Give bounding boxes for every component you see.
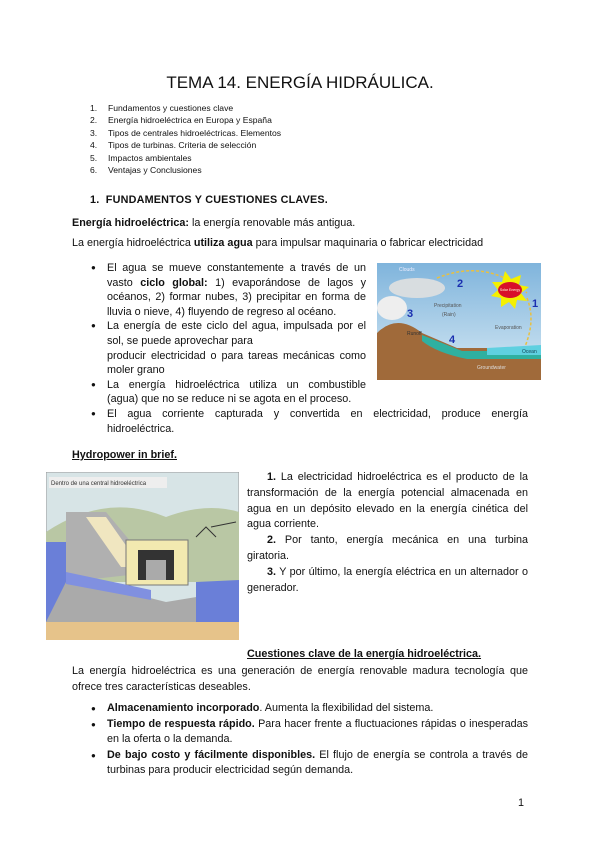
toc-item: 1. Fundamentos y cuestiones clave xyxy=(90,103,234,113)
number-label: 4 xyxy=(449,334,456,346)
evaporation-label: Evaporation xyxy=(495,325,522,331)
definition: Energía hidroeléctrica: la energía renovable más antigua. xyxy=(72,217,356,229)
water-cycle-image xyxy=(377,263,541,380)
point-item: 3. Y por último, la energía eléctrica en un alternador o generador. xyxy=(247,565,528,594)
point-item: 1. La electricidad hidroeléctrica es el producto de la transformación de la energía potencial almacenada en agua en un depósito elevado en la energía cinética del agua corriente. xyxy=(247,471,528,531)
rain-label: (Rain) xyxy=(442,312,456,318)
groundwater-label: Groundwater xyxy=(477,365,506,371)
subheading-hydropower: Hydropower in brief. xyxy=(72,449,177,461)
hydro-plant-diagram xyxy=(46,472,239,640)
list-item: ● La energía hidroeléctrica utiliza un combustible (agua) que no se reduce ni se agota en el proceso. xyxy=(91,378,366,407)
list-item: ● La energía de este ciclo del agua, impulsada por el sol, se puede aprovechar para producir electricidad o para tareas mecánicas como moler grano xyxy=(91,319,366,377)
toc-item: 3. Tipos de centrales hidroeléctricas. Elementos xyxy=(90,127,282,138)
clouds-label: Clouds xyxy=(399,267,415,273)
precip-label: Precipitation xyxy=(434,303,462,309)
runoff-label: Runoff xyxy=(407,331,422,337)
key-bullets xyxy=(91,701,528,779)
number-label: 1 xyxy=(532,298,539,310)
toc-item: 5. Impactos ambientales xyxy=(90,152,192,163)
toc-item: 6. Ventajas y Conclusiones xyxy=(90,165,202,176)
intro-line: La energía hidroeléctrica utiliza agua para impulsar maquinaria o fabricar electricidad xyxy=(72,237,484,249)
ocean-label: Ocean xyxy=(522,349,537,355)
key-intro: La energía hidroeléctrica es una generación de energía renovable madura tecnología que ofrece tres características deseables. xyxy=(72,665,528,693)
diagram-title: Dentro de una central hidroeléctrica xyxy=(51,481,147,487)
toc-item: 4. Tipos de turbinas. Criteria de selección xyxy=(90,140,257,151)
toc-item: 2. Energía hidroeléctrica en Europa y España xyxy=(90,115,272,126)
sun-label: Solar Energy xyxy=(499,288,521,292)
page-title: TEMA 14. ENERGÍA HIDRÁULICA. xyxy=(166,73,434,92)
table-of-contents xyxy=(90,102,281,176)
list-item: ● Almacenamiento incorporado. Aumenta la flexibilidad del sistema. xyxy=(91,701,528,717)
number-label: 3 xyxy=(407,308,414,320)
section-heading: 1. FUNDAMENTOS Y CUESTIONES CLAVES. xyxy=(90,194,328,206)
list-item: ● De bajo costo y fácilmente disponibles. El flujo de energía se controla a través de turbinas para producir electricidad según demanda. xyxy=(91,748,528,779)
subheading-key-issues: Cuestiones clave de la energía hidroeléctrica. xyxy=(247,648,482,660)
list-item: ● El agua corriente capturada y convertida en electricidad, produce energía hidroeléctrica. xyxy=(91,407,528,436)
number-label: 2 xyxy=(457,278,464,290)
list-item: ● El agua se mueve constantemente a través de un vasto ciclo global: 1) evaporándose de lagos y océanos, 2) formar nubes, 3) precipitar en forma de lluvia o nieve, 4) fluyendo de regreso al océano. xyxy=(91,261,366,319)
hydro-points xyxy=(247,470,528,596)
point-item: 2. Por tanto, energía mecánica en una turbina giratoria. xyxy=(247,534,528,562)
list-item: ● Tiempo de respuesta rápido. Para hacer frente a fluctuaciones rápidas o inesperadas en la oferta o la demanda. xyxy=(91,717,528,748)
page-number: 1 xyxy=(518,797,525,809)
